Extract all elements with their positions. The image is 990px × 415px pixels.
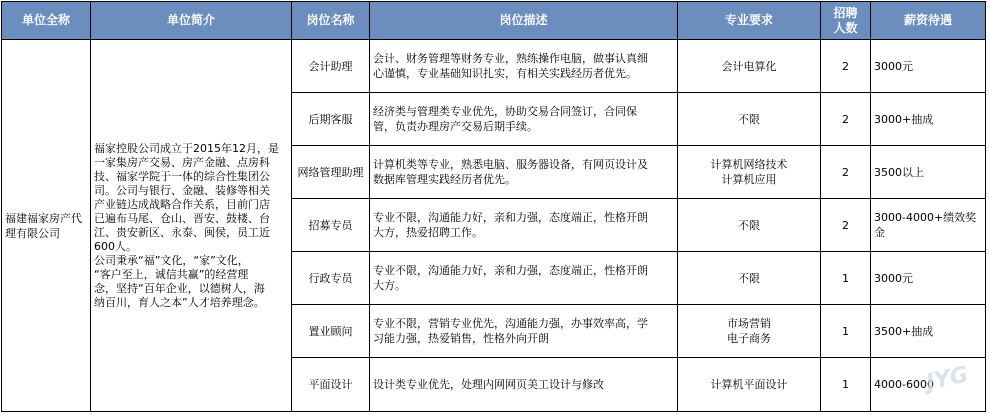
job-salary: 3000+抽成 <box>871 93 986 146</box>
header-intro: 单位简介 <box>91 2 292 40</box>
desc-line: 经济类与管理类专业优先，协助交易合同签订，合同保 <box>373 105 637 118</box>
header-company: 单位全称 <box>2 2 91 40</box>
watermark-logo: JYG <box>924 362 971 396</box>
company-intro-cell <box>91 40 292 412</box>
job-title: 网络管理助理 <box>292 146 370 199</box>
company-name-cell <box>2 40 91 412</box>
job-description <box>370 358 678 412</box>
company-name-line1: 福建福家房产代 <box>5 211 82 225</box>
job-salary: 3000-4000+绩效奖金 <box>871 199 986 252</box>
job-salary: 3500以上 <box>871 146 986 199</box>
header-description: 岗位描述 <box>370 2 678 40</box>
job-major <box>678 252 821 305</box>
intro-line: 600人。 <box>94 239 137 253</box>
major-line: 市场营销 <box>727 317 771 330</box>
job-description <box>370 305 678 358</box>
major-line: 计算机平面设计 <box>710 378 788 391</box>
desc-line: 专业不限，沟通能力好，亲和力强，态度端正，性格开朗 <box>373 264 648 277</box>
job-title: 会计助理 <box>292 40 370 93</box>
desc-line: 计算机类等专业，熟悉电脑、服务器设备，有网页设计及 <box>373 158 648 171</box>
major-line: 计算机应用 <box>721 173 777 186</box>
desc-line: 专业不限，沟通能力好，亲和力强，态度端正，性格开朗 <box>373 211 648 224</box>
header-position: 岗位名称 <box>292 2 370 40</box>
header-count <box>821 2 871 40</box>
job-count: 2 <box>821 40 871 93</box>
intro-line: 福家控股公司成立于2015年12月，是 <box>94 141 279 155</box>
job-count: 1 <box>821 305 871 358</box>
job-count: 2 <box>821 199 871 252</box>
major-line: 不限 <box>738 271 760 285</box>
job-major <box>678 93 821 146</box>
job-title: 平面设计 <box>292 358 370 412</box>
job-salary: 3000元 <box>871 252 986 305</box>
major-line: 计算机网络技术 <box>710 158 788 171</box>
header-row <box>2 2 986 40</box>
header-count-line2: 人数 <box>833 20 858 35</box>
desc-line: 管，负责办理房产交易后期手续。 <box>373 120 538 133</box>
job-count: 1 <box>821 252 871 305</box>
job-major <box>678 358 821 412</box>
recruitment-table <box>1 1 986 412</box>
intro-line: 已遍布马尾、仓山、晋安、鼓楼、台 <box>94 211 270 225</box>
major-line: 电子商务 <box>727 332 771 345</box>
job-title: 置业顾问 <box>292 305 370 358</box>
major-line: 会计电算化 <box>721 59 777 73</box>
job-count: 2 <box>821 146 871 199</box>
intro-line: 念，坚持“百年企业，以德树人，海 <box>94 281 265 295</box>
desc-line: 大方，热爱招聘工作。 <box>373 226 483 239</box>
intro-line: 产业链达成战略合作关系，目前门店 <box>94 197 270 211</box>
desc-line: 数据库管理实践经历者优先。 <box>373 173 516 186</box>
job-major <box>678 199 821 252</box>
desc-line: 设计类专业优先，处理内网网页美工设计与修改 <box>373 378 604 391</box>
job-description <box>370 40 678 93</box>
desc-line: 专业不限，营销专业优先，沟通能力强，办事效率高，学 <box>373 317 648 330</box>
intro-line: “客户至上，诚信共赢”的经营理 <box>94 267 249 281</box>
job-major <box>678 146 821 199</box>
intro-line: 司。公司与银行、金融、装修等相关 <box>94 183 270 197</box>
intro-line: 江、贵安新区、永泰、闽侯，员工近 <box>94 225 270 239</box>
header-count-line1: 招聘 <box>833 5 858 20</box>
intro-line: 一家集房产交易、房产金融、点房科 <box>94 155 270 169</box>
intro-line: 技、福家学院于一体的综合性集团公 <box>94 169 270 183</box>
job-description <box>370 252 678 305</box>
job-salary: 4000-6000 <box>871 358 986 412</box>
header-salary: 薪资待遇 <box>871 2 986 40</box>
company-name-line2: 理有限公司 <box>5 226 60 240</box>
major-line: 不限 <box>738 112 760 126</box>
desc-line: 习能力强，热爱销售，性格外向开朗 <box>373 332 549 345</box>
job-description <box>370 199 678 252</box>
job-major <box>678 40 821 93</box>
desc-line: 心谨慎，专业基础知识扎实，有相关实践经历者优先。 <box>373 67 637 80</box>
job-title: 行政专员 <box>292 252 370 305</box>
job-count: 2 <box>821 93 871 146</box>
job-title: 招募专员 <box>292 199 370 252</box>
table-row <box>2 40 986 93</box>
job-description <box>370 93 678 146</box>
job-major <box>678 305 821 358</box>
desc-line: 会计、财务管理等财务专业，熟练操作电脑，做事认真细 <box>373 52 648 65</box>
job-count: 1 <box>821 358 871 412</box>
job-title: 后期客服 <box>292 93 370 146</box>
intro-line: 纳百川，育人之本”人才培养理念。 <box>94 295 265 309</box>
header-major: 专业要求 <box>678 2 821 40</box>
major-line: 不限 <box>738 218 760 232</box>
job-description <box>370 146 678 199</box>
intro-line: 公司秉承“福”文化，“家”文化， <box>94 253 249 267</box>
job-salary: 3000元 <box>871 40 986 93</box>
desc-line: 大方。 <box>373 279 406 292</box>
job-salary: 3500+抽成 <box>871 305 986 358</box>
